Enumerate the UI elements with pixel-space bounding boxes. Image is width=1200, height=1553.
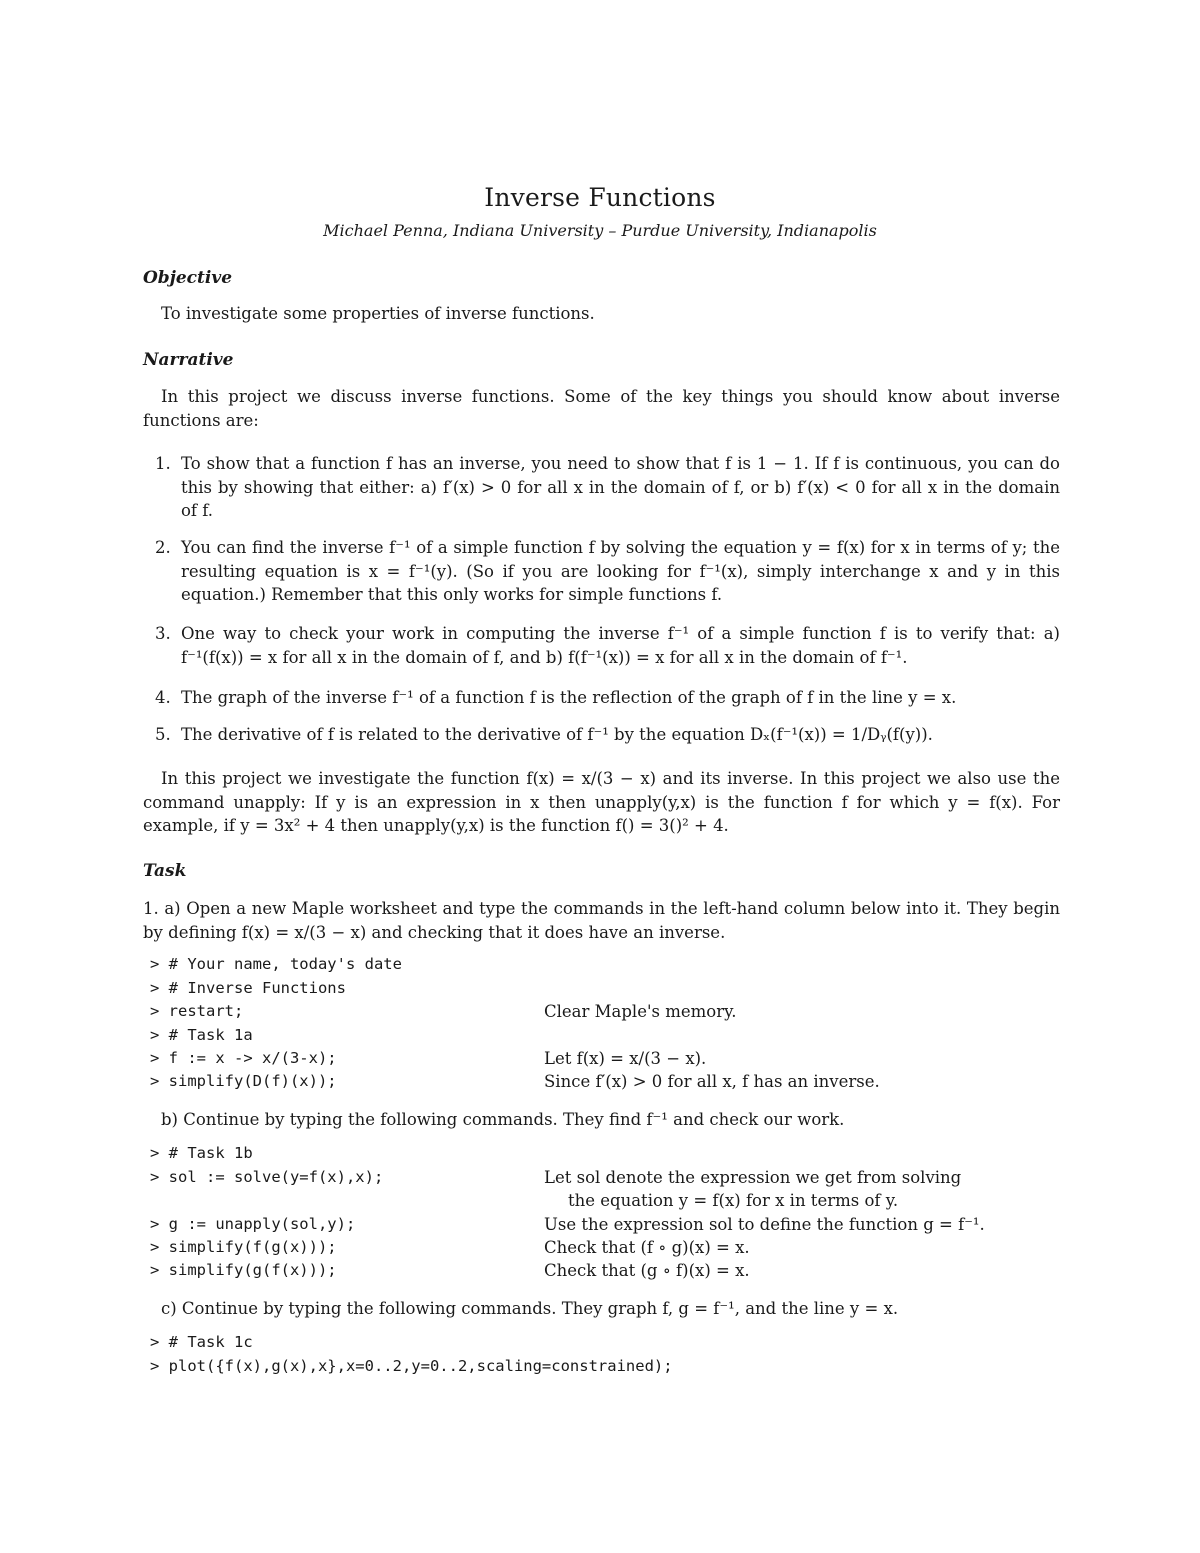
task-part-a: 1. a) Open a new Maple worksheet and type the commands in the left-hand column below into it. They begin by defining f(x) = x/(3 − x) and checking that it does have an inverse. (143, 899, 1060, 942)
code-command: > # Inverse Functions (150, 979, 346, 997)
code-command: > simplify(f(g(x))); (150, 1238, 337, 1256)
list-item (155, 452, 1060, 523)
code-line (150, 1261, 1060, 1285)
code-command: > simplify(g(f(x))); (150, 1261, 337, 1279)
task-part-b: b) Continue by typing the following commands. They find f⁻¹ and check our work. (161, 1110, 845, 1129)
code-command: > # Task 1c (150, 1333, 253, 1351)
list-item (155, 686, 1060, 710)
list-item-text: You can find the inverse f⁻¹ of a simple function f by solving the equation y = f(x) for x in terms of y; the resulting equation is x = f⁻¹(y). (So if you are looking for f⁻¹(x), simply interchange x and y in this equation.) Remember that this only works for simple functions f. (181, 538, 1060, 604)
page-title: Inverse Functions (484, 183, 716, 212)
code-command: > # Task 1b (150, 1144, 253, 1162)
code-line (150, 979, 1060, 1003)
list-item (155, 536, 1060, 607)
code-line (150, 1144, 1060, 1168)
task-heading: Task (143, 861, 187, 881)
code-line (150, 1357, 1060, 1381)
list-item-number: 5. (155, 725, 171, 744)
code-line (150, 1168, 1060, 1192)
code-line (150, 1072, 1060, 1096)
code-comment: Let f(x) = x/(3 − x). (544, 1049, 707, 1068)
code-line (150, 1191, 1060, 1215)
code-command: > # Your name, today's date (150, 955, 402, 973)
code-comment: Let sol denote the expression we get from solving (544, 1168, 962, 1187)
code-line (150, 1333, 1060, 1357)
code-command: > restart; (150, 1002, 244, 1020)
task-part-c: c) Continue by typing the following commands. They graph f, g = f⁻¹, and the line y = x. (161, 1299, 899, 1318)
code-line (150, 1002, 1060, 1026)
code-line (150, 1238, 1060, 1262)
list-item (155, 723, 1060, 747)
list-item (155, 622, 1060, 669)
code-comment: Check that (g ∘ f)(x) = x. (544, 1261, 750, 1280)
code-command: > g := unapply(sol,y); (150, 1215, 356, 1233)
list-item-number: 2. (155, 538, 171, 557)
objective-heading: Objective (143, 268, 233, 288)
list-item-text: The derivative of f is related to the derivative of f⁻¹ by the equation Dₓ(f⁻¹(x)) = 1/Dᵧ(f(y)). (181, 725, 933, 744)
code-command: > plot({f(x),g(x),x},x=0..2,y=0..2,scaling=constrained); (150, 1357, 673, 1375)
code-line (150, 1215, 1060, 1239)
code-command: > # Task 1a (150, 1026, 253, 1044)
list-item-number: 3. (155, 624, 171, 643)
list-item-text: To show that a function f has an inverse, you need to show that f is 1 − 1. If f is continuous, you can do this by showing that either: a) f′(x) > 0 for all x in the domain of f, or b) f′(x) < 0 for all x in the domain of f. (181, 454, 1060, 520)
author-line: Michael Penna, Indiana University – Purdue University, Indianapolis (323, 221, 877, 240)
narrative-heading: Narrative (143, 350, 234, 370)
narrative-closing: In this project we investigate the function f(x) = x/(3 − x) and its inverse. In this project we also use the command unapply: If y is an expression in x then unapply(y,x) is the function f for which y = f(x). For example, if y = 3x² + 4 then unapply(y,x) is the function f() = 3()² + 4. (143, 769, 1060, 835)
code-comment: Use the expression sol to define the function g = f⁻¹. (544, 1215, 985, 1234)
list-item-text: The graph of the inverse f⁻¹ of a function f is the reflection of the graph of f in the line y = x. (181, 688, 957, 707)
code-line (150, 1026, 1060, 1050)
list-item-number: 1. (155, 454, 171, 473)
code-comment: the equation y = f(x) for x in terms of y. (568, 1191, 899, 1210)
objective-text: To investigate some properties of inverse functions. (161, 304, 595, 323)
narrative-intro: In this project we discuss inverse functions. Some of the key things you should know about inverse functions are: (143, 387, 1060, 430)
code-command: > f := x -> x/(3-x); (150, 1049, 337, 1067)
code-comment: Since f′(x) > 0 for all x, f has an inverse. (544, 1072, 880, 1091)
code-line (150, 1049, 1060, 1073)
code-comment: Clear Maple's memory. (544, 1002, 737, 1021)
list-item-number: 4. (155, 688, 171, 707)
code-command: > simplify(D(f)(x)); (150, 1072, 337, 1090)
code-comment: Check that (f ∘ g)(x) = x. (544, 1238, 750, 1257)
code-line (150, 955, 1060, 979)
code-command: > sol := solve(y=f(x),x); (150, 1168, 384, 1186)
list-item-text: One way to check your work in computing the inverse f⁻¹ of a simple function f is to verify that: a) f⁻¹(f(x)) = x for all x in the domain of f, and b) f(f⁻¹(x)) = x for all x in the domain of f⁻¹. (181, 624, 1060, 667)
